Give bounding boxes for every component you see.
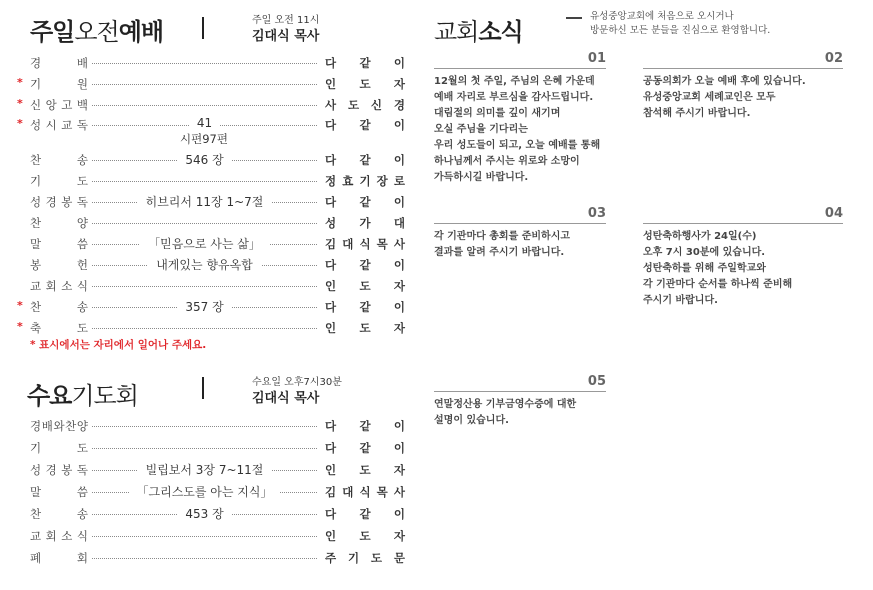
order-row <box>30 152 405 170</box>
stand-marker: * <box>17 97 23 110</box>
order-leader: 다 같 이 <box>325 419 405 433</box>
order-row <box>17 320 405 338</box>
order-label: 교 회 소 식 <box>30 529 88 543</box>
order-detail: 「그리스도를 아는 지식」 <box>92 483 317 500</box>
sunday-time: 주일 오전 11시 <box>252 15 320 26</box>
order-row <box>30 418 405 436</box>
order-detail: 453 장 <box>92 505 317 522</box>
news-item-text: 연말정산용 기부금영수증에 대한 설명이 있습니다. <box>434 399 577 426</box>
order-row <box>30 506 405 524</box>
dotted-leader <box>92 558 317 559</box>
order-leader: 성 가 대 <box>325 216 405 230</box>
wednesday-pastor: 김대식 목사 <box>252 391 320 406</box>
order-row <box>30 462 405 480</box>
order-label: 찬 송 <box>30 300 88 314</box>
news-title: 교회소식 <box>434 18 523 46</box>
order-row <box>30 484 405 502</box>
order-detail: 546 장 <box>92 151 317 168</box>
order-row <box>30 278 405 296</box>
dotted-leader <box>92 63 317 64</box>
order-label: 교 회 소 식 <box>30 279 88 293</box>
order-leader: 인 도 자 <box>325 77 405 91</box>
order-label: 성 시 교 독 <box>30 118 88 132</box>
news-item-header <box>643 207 843 224</box>
title-divider <box>202 377 204 399</box>
order-leader: 사 도 신 경 <box>325 98 405 112</box>
news-item-number: 01 <box>587 51 606 66</box>
sunday-pastor: 김대식 목사 <box>252 29 320 44</box>
order-label: 기 원 <box>30 77 88 91</box>
news-item-number: 04 <box>824 206 843 221</box>
stand-marker: * <box>17 76 23 89</box>
stand-marker: * <box>17 299 23 312</box>
dotted-leader <box>92 426 317 427</box>
news-item-header <box>434 52 606 69</box>
stand-marker: * <box>17 117 23 130</box>
order-leader: 다 같 이 <box>325 153 405 167</box>
order-label: 찬 송 <box>30 507 88 521</box>
order-label: 축 도 <box>30 321 88 335</box>
news-item-header <box>434 207 606 224</box>
order-label: 신 앙 고 백 <box>30 98 88 112</box>
dotted-leader <box>92 286 317 287</box>
dotted-leader <box>92 328 317 329</box>
order-label: 찬 송 <box>30 153 88 167</box>
news-item-text: 각 기관마다 총회를 준비하시고 결과를 알려 주시기 바랍니다. <box>434 231 571 258</box>
order-row <box>30 173 405 191</box>
dotted-leader <box>92 448 317 449</box>
order-leader: 다 같 이 <box>325 300 405 314</box>
news-intro: 유성중앙교회에 처음으로 오시거나 방문하신 모든 분들을 진심으로 환영합니다. <box>590 11 771 36</box>
reading-sub-text: 시편97편 <box>180 132 228 146</box>
order-label: 기 도 <box>30 174 88 188</box>
order-label: 기 도 <box>30 441 88 455</box>
dotted-leader <box>92 105 317 106</box>
news-item-header <box>434 375 606 392</box>
order-leader: 다 같 이 <box>325 195 405 209</box>
news-item-text: 성탄축하행사가 24일(수) 오후 7시 30분에 있습니다. 성탄축하를 위해 주일학교와 각 기관마다 순서를 하나씩 준비해 주시기 바랍니다. <box>643 231 793 306</box>
dotted-leader <box>92 84 317 85</box>
order-label: 경 배 <box>30 56 88 70</box>
order-row <box>30 55 405 73</box>
order-leader: 다 같 이 <box>325 56 405 70</box>
order-row <box>17 299 405 317</box>
order-row <box>30 215 405 233</box>
dotted-leader <box>92 223 317 224</box>
order-leader: 인 도 자 <box>325 279 405 293</box>
news-item-number: 03 <box>587 206 606 221</box>
news-item-text: 12월의 첫 주일, 주님의 은혜 가운데 예배 자리로 부르심을 감사드립니다. 대림절의 의미를 깊이 새기며 오실 주님을 기다리는 우리 성도들이 되고, 오늘 예배를 통해 하나님께서 주시는 위로와 소망이 가득하시길 바랍니다. <box>434 76 601 183</box>
order-label: 봉 헌 <box>30 258 88 272</box>
order-detail: 「믿음으로 사는 삶」 <box>92 235 317 252</box>
order-row <box>17 76 405 94</box>
order-label: 찬 양 <box>30 216 88 230</box>
order-leader: 인 도 자 <box>325 463 405 477</box>
order-leader: 다 같 이 <box>325 258 405 272</box>
order-detail: 히브리서 11장 1~7절 <box>92 193 317 210</box>
order-row <box>17 97 405 115</box>
order-detail: 내게있는 향유옥합 <box>92 256 317 273</box>
order-label: 성 경 봉 독 <box>30 195 88 209</box>
sunday-title: 주일오전예배 <box>30 18 164 46</box>
order-row <box>30 550 405 568</box>
news-item-text: 공동의회가 오늘 예배 후에 있습니다. 유성중앙교회 세례교인은 모두 참석해 주시기 바랍니다. <box>643 76 806 119</box>
intro-dash <box>566 17 582 19</box>
order-leader: 주 기 도 문 <box>325 551 405 565</box>
order-label: 말 씀 <box>30 237 88 251</box>
news-item-number: 02 <box>824 51 843 66</box>
order-row <box>30 194 405 212</box>
news-item-header <box>643 52 843 69</box>
order-leader: 다 같 이 <box>325 118 405 132</box>
order-row <box>30 528 405 546</box>
order-leader: 다 같 이 <box>325 507 405 521</box>
order-detail: 41 <box>92 116 317 130</box>
order-label: 폐 회 <box>30 551 88 565</box>
order-label: 경 배 와 찬 양 <box>30 419 88 433</box>
standing-note: * 표시에서는 자리에서 일어나 주세요. <box>30 339 207 351</box>
dotted-leader <box>92 536 317 537</box>
order-row <box>30 236 405 254</box>
order-leader: 정 효 기 장 로 <box>325 174 405 188</box>
order-leader: 김 대 식 목 사 <box>325 237 405 251</box>
wednesday-title: 수요기도회 <box>27 382 138 410</box>
news-item-number: 05 <box>587 374 606 389</box>
order-label: 말 씀 <box>30 485 88 499</box>
order-detail: 빌립보서 3장 7~11절 <box>92 461 317 478</box>
order-leader: 인 도 자 <box>325 321 405 335</box>
wednesday-time: 수요일 오후7시30분 <box>252 377 342 388</box>
order-row <box>30 440 405 458</box>
order-label: 성 경 봉 독 <box>30 463 88 477</box>
order-row <box>30 257 405 275</box>
order-detail: 357 장 <box>92 298 317 315</box>
order-leader: 김 대 식 목 사 <box>325 485 405 499</box>
title-divider <box>202 17 204 39</box>
order-leader: 인 도 자 <box>325 529 405 543</box>
order-leader: 다 같 이 <box>325 441 405 455</box>
dotted-leader <box>92 181 317 182</box>
stand-marker: * <box>17 320 23 333</box>
